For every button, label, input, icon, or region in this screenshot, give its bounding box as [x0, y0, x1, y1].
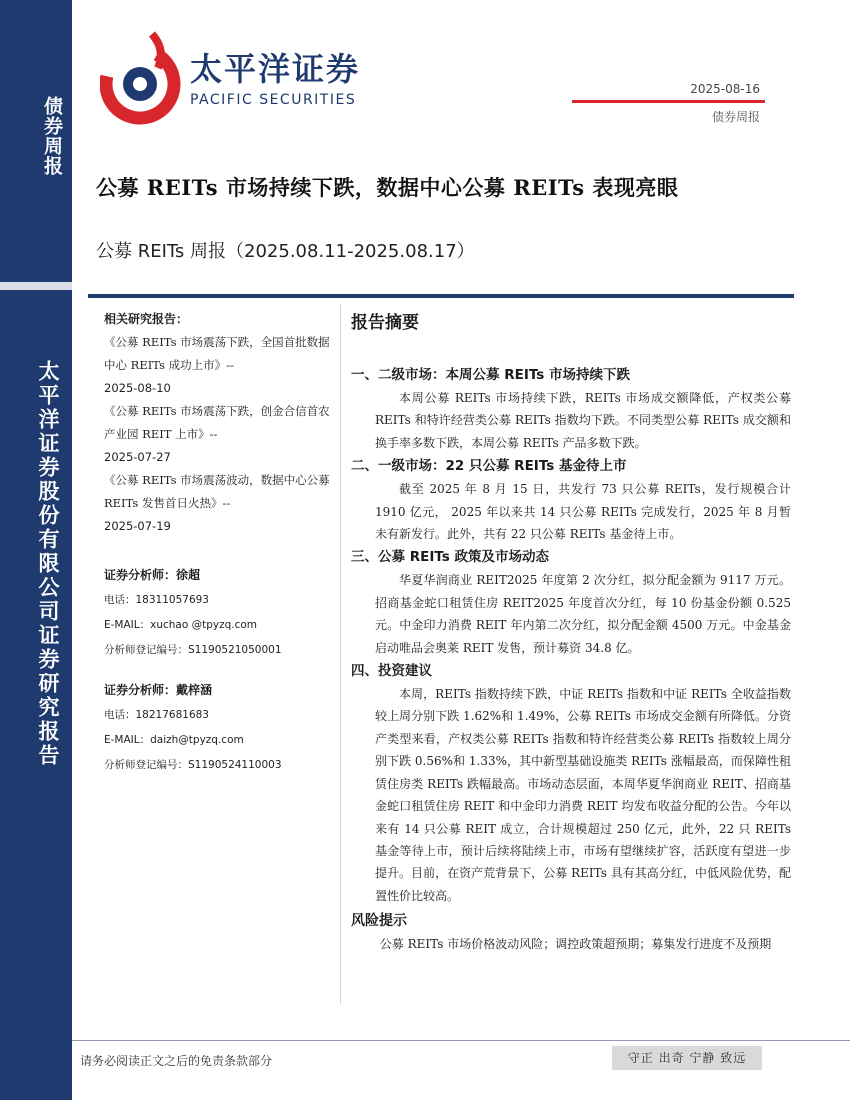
- logo-emblem-icon: [100, 20, 186, 138]
- analyst-block: [104, 562, 330, 663]
- logo-name-en: PACIFIC SECURITIES: [190, 92, 357, 108]
- title-divider: [88, 294, 794, 298]
- left-sidebar: [0, 0, 72, 1100]
- related-report[interactable]: [104, 469, 330, 538]
- section-text: 华夏华润商业 REIT2025 年度第 2 次分红，拟分配金额为 9117 万元。招商基金蛇口租赁住房 REIT2025 年度首次分红，每 10 份基金份额 0.525 元。中金印力消费 REIT 年内第二次分红，拟分配金额 4500 万元。中金基金启动唯品会奥莱 REIT 发售，预计募资 34.8 亿。: [375, 573, 791, 655]
- analyst-name: 证券分析师：戴梓涵: [104, 683, 213, 697]
- header-red-line: [572, 100, 765, 103]
- risk-text: 公募 REITs 市场价格波动风险；调控政策超预期；募集发行进度不及预期: [379, 937, 772, 952]
- related-report[interactable]: [104, 400, 330, 469]
- analyst-name: 证券分析师：徐超: [104, 568, 201, 582]
- section-text: 本周，REITs 指数持续下跌，中证 REITs 指数和中证 REITs 全收益指数较上周分别下跌 1.62%和 1.49%，公募 REITs 市场成交金额有所降低。分资产类型来看，产权类公募 REITs 指数和特许经营类公募 REITs 指数较上周分别下跌 0.56%和 1.33%，其中新型基础设施类 REITs 涨幅最高，而保障性租赁住房类 REITs 跌幅最高。市场动态层面，本周华夏华润商业 REIT、招商基金蛇口租赁住房 REIT 和中金印力消费 REIT 均发布收益分配的公告。今年以来有 14 只公募 REIT 成立，合计规模超过 250 亿元，此外，22 只 REITs 基金等待上市，预计后续将陆续上市，市场有望继续扩容，活跃度有望进一步提升。目前，在资产荒背景下，公募 REITs 具有其高分红，中低风险优势，配置性价比较高。: [375, 687, 791, 903]
- report-subtitle: 公募 REITs 周报（2025.08.11-2025.08.17）: [96, 241, 475, 262]
- sidebar-company: 太平洋证券股份有限公司证券研究报告: [36, 360, 60, 768]
- analyst-reg-number: 分析师登记编号：S1190524110003: [104, 759, 282, 771]
- related-reports-title: 相关研究报告：: [104, 312, 189, 326]
- footer-divider: [72, 1040, 850, 1041]
- section-title: 四、投资建议: [351, 663, 432, 680]
- section-title: 三、公募 REITs 政策及市场动态: [351, 549, 549, 566]
- section-text: 本周公募 REITs 市场持续下跌，REITs 市场成交额降低，产权类公募 REITs 和特许经营类公募 REITs 指数均下跌。不同类型公募 REITs 成交额和换手率多数下跌，本周公募 REITs 产品多数下跌。: [375, 391, 791, 450]
- sidebar-separator: [0, 282, 72, 290]
- logo-name-cn: 太平洋证券: [190, 50, 361, 88]
- related-report-date: 2025-08-10: [104, 381, 171, 395]
- related-report-title: 《公募 REITs 市场震荡下跌，全国首批数据中心 REITs 成功上市》--: [104, 335, 330, 372]
- analyst-email[interactable]: E-MAIL：daizh@tpyzq.com: [104, 734, 244, 746]
- abstract-column: [351, 308, 791, 956]
- company-logo: [100, 20, 360, 138]
- report-date: 2025-08-16: [690, 82, 760, 96]
- column-divider: [340, 304, 341, 1004]
- section-text: 截至 2025 年 8 月 15 日，共发行 73 只公募 REITs，发行规模合计 1910 亿元， 2025 年以来共 14 只公募 REITs 完成发行，2025 年 8 月暂未有新发行。此外，共有 22 只公募 REITs 基金待上市。: [375, 482, 791, 542]
- report-title: 公募 REITs 市场持续下跌，数据中心公募 REITs 表现亮眼: [96, 175, 679, 200]
- analyst-email[interactable]: E-MAIL：xuchao @tpyzq.com: [104, 619, 258, 631]
- sidebar-report-type: 债券周报: [41, 96, 63, 176]
- doc-type-label: 债券周报: [711, 110, 760, 124]
- analyst-block: [104, 677, 330, 778]
- related-report-title: 《公募 REITs 市场震荡波动，数据中心公募 REITs 发售首日火热》--: [104, 473, 330, 510]
- section-title: 一、二级市场：本周公募 REITs 市场持续下跌: [351, 367, 630, 383]
- related-report-date: 2025-07-27: [104, 450, 171, 464]
- related-report[interactable]: [104, 331, 330, 400]
- analyst-reg-number: 分析师登记编号：S1190521050001: [104, 644, 282, 656]
- footer-disclaimer: 请务必阅读正文之后的免责条款部分: [80, 1054, 273, 1068]
- section-title: 二、一级市场：22 只公募 REITs 基金待上市: [351, 458, 627, 475]
- abstract-title: 报告摘要: [351, 313, 419, 333]
- risk-title: 风险提示: [351, 913, 407, 930]
- footer-slogan: 守正 出奇 宁静 致远: [612, 1046, 762, 1070]
- left-column: [104, 310, 330, 778]
- analyst-phone: 电话：18217681683: [104, 709, 209, 721]
- related-report-date: 2025-07-19: [104, 519, 171, 533]
- related-report-title: 《公募 REITs 市场震荡下跌，创金合信首农产业园 REIT 上市》--: [104, 404, 330, 441]
- analyst-phone: 电话：18311057693: [104, 594, 209, 606]
